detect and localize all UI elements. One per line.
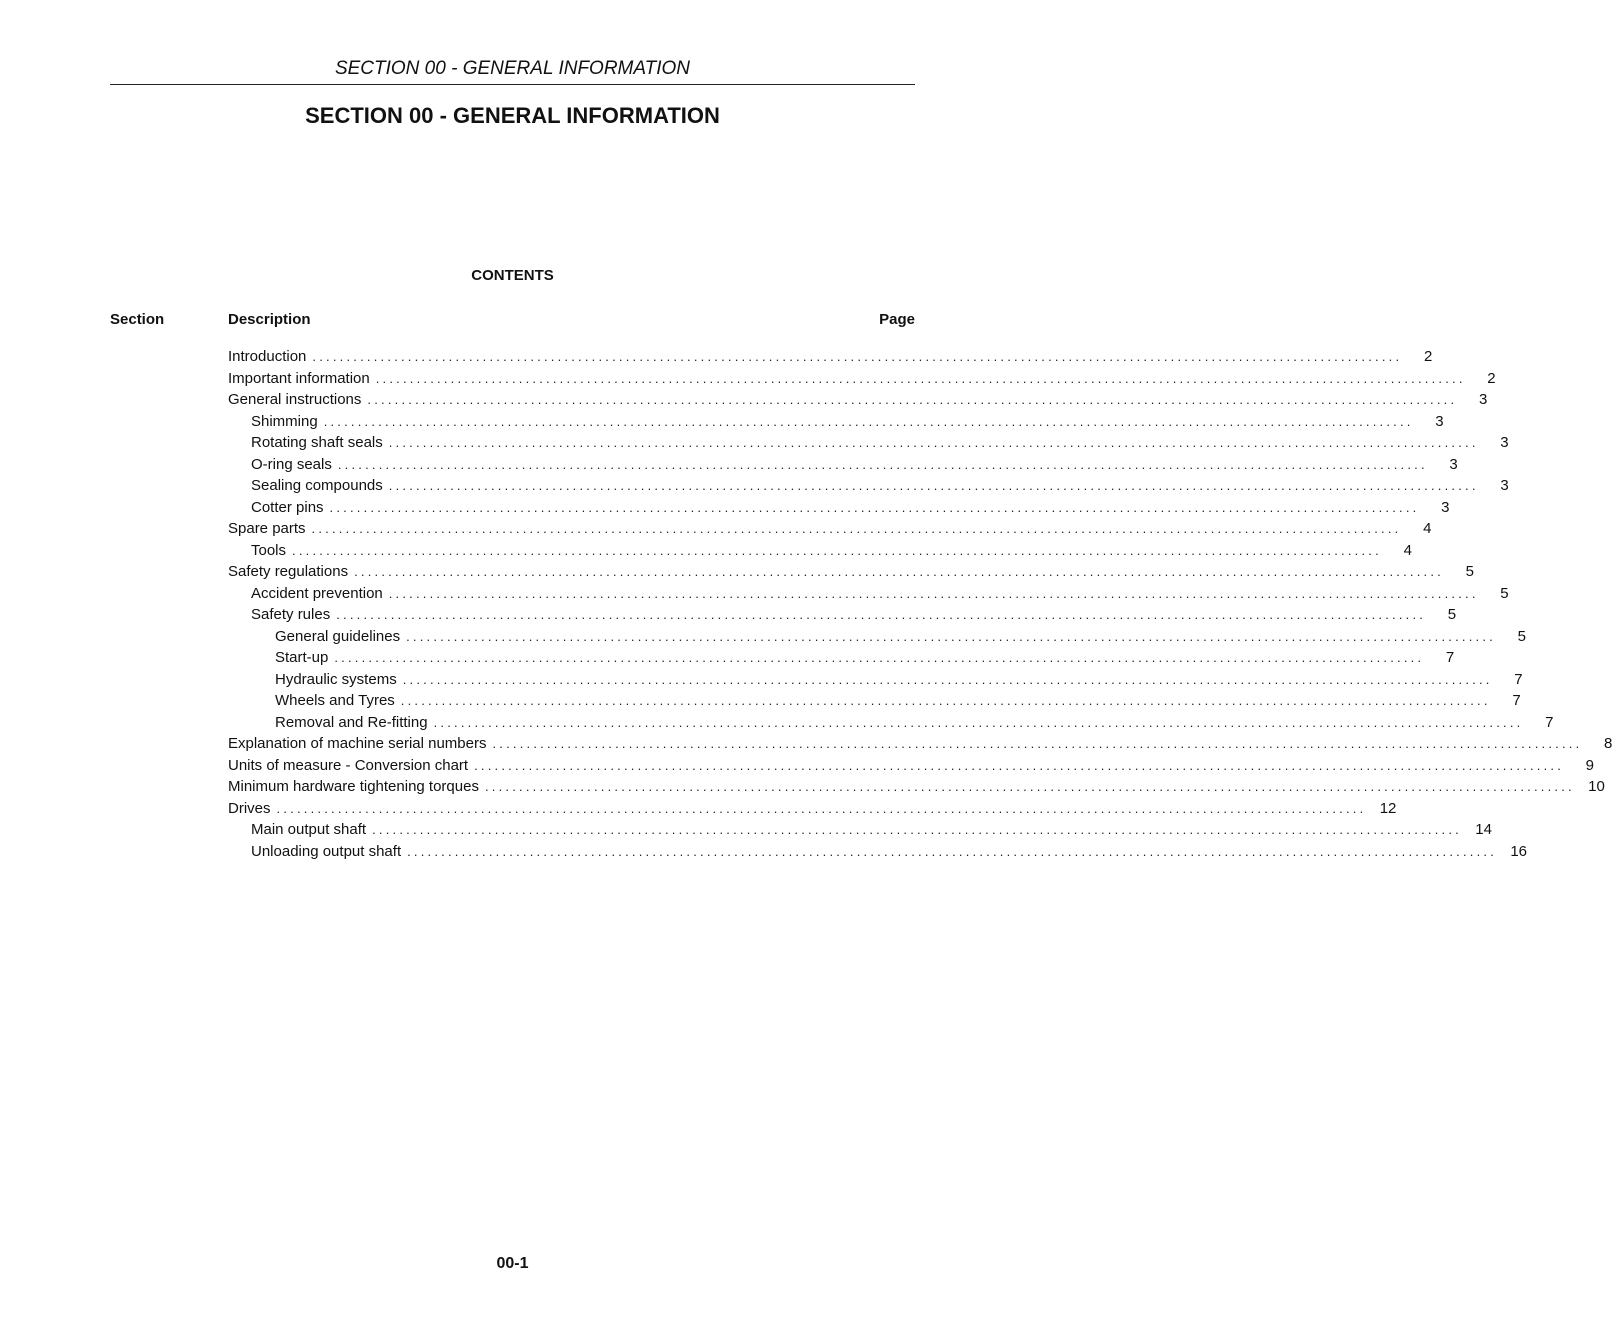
toc-entry-page: 4 <box>1403 541 1412 559</box>
toc-entry-title: Safety rules <box>251 606 331 623</box>
toc-entry[interactable] <box>228 819 1492 841</box>
dot-leader: ................................................................................................................................................................ <box>388 585 1479 601</box>
toc-entry-page: 4 <box>1423 520 1432 537</box>
dot-leader: ................................................................................................................................................................ <box>388 435 1479 450</box>
toc-entry-page: 2 <box>1423 348 1433 365</box>
dot-leader: ................................................................................................................................................................ <box>407 843 1498 859</box>
toc-entry-title: Main output shaft <box>251 821 367 838</box>
toc-entry-page: 5 <box>1465 563 1474 580</box>
dot-leader: ................................................................................................................................................................ <box>336 607 1427 622</box>
toc-entry[interactable] <box>228 733 1612 755</box>
toc-entry[interactable] <box>228 690 1521 712</box>
dot-leader: ................................................................................................................................................................ <box>337 456 1428 472</box>
toc-entry-title: Unloading output shaft <box>251 842 402 860</box>
column-header-section: Section <box>110 311 165 328</box>
dot-leader: ................................................................................................................................................................ <box>292 542 1382 558</box>
dot-leader: ................................................................................................................................................................ <box>311 521 1402 536</box>
toc-entry[interactable] <box>228 432 1509 454</box>
toc-entry-title: Explanation of machine serial numbers <box>228 735 487 752</box>
toc-entry-page: 3 <box>1435 412 1444 430</box>
toc-entry-page: 8 <box>1604 735 1612 752</box>
contents-heading: CONTENTS <box>471 267 554 284</box>
toc-entry-title: Wheels and Tyres <box>275 692 395 709</box>
dot-leader: ................................................................................................................................................................ <box>354 564 1444 579</box>
dot-leader: ................................................................................................................................................................ <box>433 714 1524 730</box>
toc-entry-title: Cotter pins <box>251 498 324 516</box>
toc-entry[interactable] <box>228 776 1605 798</box>
toc-entry[interactable] <box>228 626 1526 648</box>
toc-entry-title: Removal and Re-fitting <box>275 713 428 731</box>
toc-entry-title: Shimming <box>251 412 318 430</box>
column-header-page: Page <box>879 311 915 328</box>
page-title: SECTION 00 - GENERAL INFORMATION <box>305 103 720 128</box>
toc-entry[interactable] <box>228 497 1450 519</box>
toc-entry[interactable] <box>228 475 1509 497</box>
toc-entry[interactable] <box>228 712 1554 734</box>
column-header-description: Description <box>228 311 311 328</box>
toc-entry[interactable] <box>228 583 1509 605</box>
dot-leader: ................................................................................................................................................................ <box>375 370 1466 386</box>
toc-entry-page: 3 <box>1449 455 1458 473</box>
toc-entry-title: General guidelines <box>275 627 401 645</box>
toc-entry[interactable] <box>228 454 1458 476</box>
toc-entry-title: Safety regulations <box>228 563 349 580</box>
toc-entry-page: 5 <box>1447 606 1457 623</box>
toc-entry-page: 10 <box>1588 778 1605 795</box>
toc-entry-page: 16 <box>1510 842 1528 860</box>
dot-leader: ................................................................................................................................................................ <box>388 478 1479 493</box>
toc-entry-page: 3 <box>1500 477 1509 494</box>
toc-entry-title: Hydraulic systems <box>275 670 397 688</box>
toc-entry-page: 7 <box>1545 713 1554 731</box>
toc-entry[interactable] <box>228 841 1528 863</box>
toc-entry-title: Sealing compounds <box>251 477 383 494</box>
toc-entry-title: Minimum hardware tightening torques <box>228 778 479 795</box>
dot-leader: ................................................................................................................................................................ <box>372 822 1462 837</box>
toc-entry-title: Rotating shaft seals <box>251 434 383 451</box>
toc-entry[interactable] <box>228 518 1432 540</box>
toc-entry-page: 14 <box>1475 821 1492 838</box>
toc-entry[interactable] <box>228 669 1523 691</box>
toc-entry-title: Accident prevention <box>251 584 383 602</box>
toc-entry[interactable] <box>228 755 1594 777</box>
dot-leader: ................................................................................................................................................................ <box>474 757 1564 773</box>
toc-entry-title: Start-up <box>275 649 329 666</box>
dot-leader: ................................................................................................................................................................ <box>484 779 1575 794</box>
toc-entry-title: Introduction <box>228 348 307 365</box>
toc-entry-title: Tools <box>251 541 287 559</box>
toc-entry-page: 3 <box>1441 498 1450 516</box>
toc-entry-title: General instructions <box>228 391 362 408</box>
dot-leader: ................................................................................................................................................................ <box>276 800 1367 816</box>
toc-entry-page: 12 <box>1379 799 1397 817</box>
toc-entry[interactable] <box>228 411 1444 433</box>
header-divider <box>110 84 915 85</box>
toc-entry-page: 7 <box>1512 692 1521 709</box>
toc-entry-page: 3 <box>1500 434 1509 451</box>
toc-entry-page: 7 <box>1514 670 1523 688</box>
toc-entry-page: 2 <box>1487 369 1496 387</box>
dot-leader: ................................................................................................................................................................ <box>323 413 1414 429</box>
toc-entry-page: 5 <box>1500 584 1509 602</box>
dot-leader: ................................................................................................................................................................ <box>334 650 1425 665</box>
toc-entry-title: Drives <box>228 799 271 817</box>
toc-entry-page: 5 <box>1517 627 1526 645</box>
toc-entry[interactable] <box>228 798 1397 820</box>
toc-entry-title: Important information <box>228 369 370 387</box>
toc-entry[interactable] <box>228 604 1457 626</box>
table-of-contents <box>228 346 1612 862</box>
dot-leader: ................................................................................................................................................................ <box>312 349 1403 364</box>
toc-entry[interactable] <box>228 540 1412 562</box>
page-number: 00-1 <box>496 1255 529 1272</box>
toc-entry[interactable] <box>228 346 1433 368</box>
toc-entry-title: Spare parts <box>228 520 306 537</box>
dot-leader: ................................................................................................................................................................ <box>492 736 1583 751</box>
toc-entry-page: 3 <box>1478 391 1488 408</box>
dot-leader: ................................................................................................................................................................ <box>406 628 1496 644</box>
toc-entry[interactable] <box>228 647 1455 669</box>
toc-entry-page: 7 <box>1445 649 1455 666</box>
toc-entry[interactable] <box>228 389 1488 411</box>
toc-entry-page: 9 <box>1585 756 1594 774</box>
toc-entry[interactable] <box>228 561 1474 583</box>
toc-entry-title: O-ring seals <box>251 455 332 473</box>
dot-leader: ................................................................................................................................................................ <box>329 499 1420 515</box>
running-header-title: SECTION 00 - GENERAL INFORMATION <box>334 58 691 79</box>
dot-leader: ................................................................................................................................................................ <box>367 392 1458 407</box>
dot-leader: ................................................................................................................................................................ <box>400 693 1491 708</box>
toc-entry[interactable] <box>228 368 1496 390</box>
toc-entry-title: Units of measure - Conversion chart <box>228 756 469 774</box>
dot-leader: ................................................................................................................................................................ <box>402 671 1493 687</box>
